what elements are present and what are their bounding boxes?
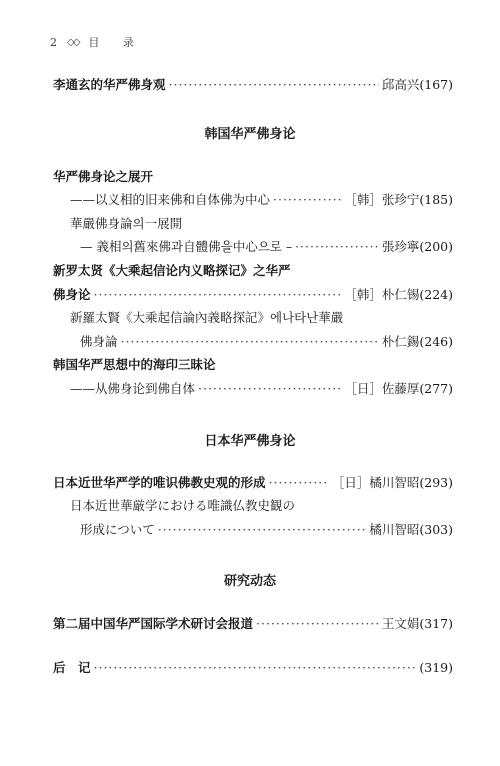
entry-title: 第二届中国华严国际学术研讨会报道: [53, 616, 254, 631]
header-title: 目 录: [88, 36, 144, 49]
toc-entry: [80, 238, 453, 256]
toc-entry: [80, 333, 453, 351]
leader-dots: [169, 76, 379, 94]
entry-page: (303): [419, 522, 453, 537]
entry-title: 日本近世華厳学における唯識仏教史観の: [70, 498, 296, 513]
toc-entry: [70, 380, 453, 398]
page-number: 2: [50, 35, 57, 49]
leader-dots: [121, 333, 379, 351]
entry-page: (224): [419, 287, 453, 302]
entry-author: ［韩］张珍宁: [344, 192, 420, 207]
toc-entry: [53, 474, 453, 492]
entry-author: 橘川智昭: [369, 522, 420, 537]
entry-title: 韩国华严思想中的海印三昧论: [53, 357, 216, 372]
leader-dots: [273, 191, 341, 209]
entry-title: 李通玄的华严佛身观: [53, 77, 166, 92]
entry-title: 新羅太賢《大乘起信論內義略探記》에나타난華嚴: [70, 310, 344, 325]
entry-title: 佛身論: [80, 334, 118, 349]
entry-page: (293): [419, 475, 453, 490]
ornament-icon: ◇◇: [67, 36, 79, 48]
entry-title: 形成について: [80, 522, 155, 537]
entry-page: (319): [419, 660, 453, 675]
entry-page: (277): [419, 381, 453, 396]
entry-title: 日本近世华严学的唯识佛教史观的形成: [53, 475, 266, 490]
entry-author: 王文娟: [381, 616, 420, 631]
entry-title: 后 记: [53, 660, 91, 675]
leader-dots: [256, 615, 379, 633]
leader-dots: [158, 521, 367, 539]
section-heading: 研究动态: [223, 574, 276, 589]
section-heading: 韩国华严佛身论: [204, 127, 296, 142]
toc-entry: [80, 521, 453, 539]
leader-dots: [94, 286, 342, 304]
entry-author: ［日］橘川智昭: [331, 475, 420, 490]
entry-page: (200): [419, 239, 453, 254]
toc-entry: [70, 191, 453, 209]
leader-dots: [269, 474, 329, 492]
toc-entry: [53, 615, 453, 633]
leader-dots: [94, 659, 417, 677]
section-heading: 日本华严佛身论: [204, 434, 296, 449]
toc-entry: [53, 76, 453, 94]
entry-author: 張珍寧: [381, 239, 420, 254]
entry-subtitle: — 義相의舊來佛과自體佛을中心으로 –: [80, 239, 293, 254]
entry-title: 华严佛身论之展开: [53, 169, 154, 184]
toc-entry: [53, 286, 453, 304]
entry-author: ［日］佐藤厚: [344, 381, 420, 396]
entry-page: (317): [419, 616, 453, 631]
entry-subtitle: ——以义相的旧来佛和自体佛为中心: [70, 192, 271, 207]
entry-page: (246): [419, 334, 453, 349]
toc-entry: [53, 659, 453, 677]
running-header: [50, 34, 144, 50]
entry-subtitle: ——从佛身论到佛自体: [70, 381, 196, 396]
entry-author: ［韩］朴仁锡: [344, 287, 420, 302]
entry-author: 邱高兴: [381, 77, 420, 92]
entry-title: 華嚴佛身論의一展開: [70, 216, 183, 231]
leader-dots: [295, 238, 379, 256]
entry-author: 朴仁錫: [381, 334, 420, 349]
entry-page: (167): [419, 77, 453, 92]
leader-dots: [198, 380, 341, 398]
entry-title: 新罗太贤《大乘起信论内义略探记》之华严: [53, 263, 291, 278]
entry-title: 佛身论: [53, 287, 91, 302]
entry-page: (185): [419, 192, 453, 207]
